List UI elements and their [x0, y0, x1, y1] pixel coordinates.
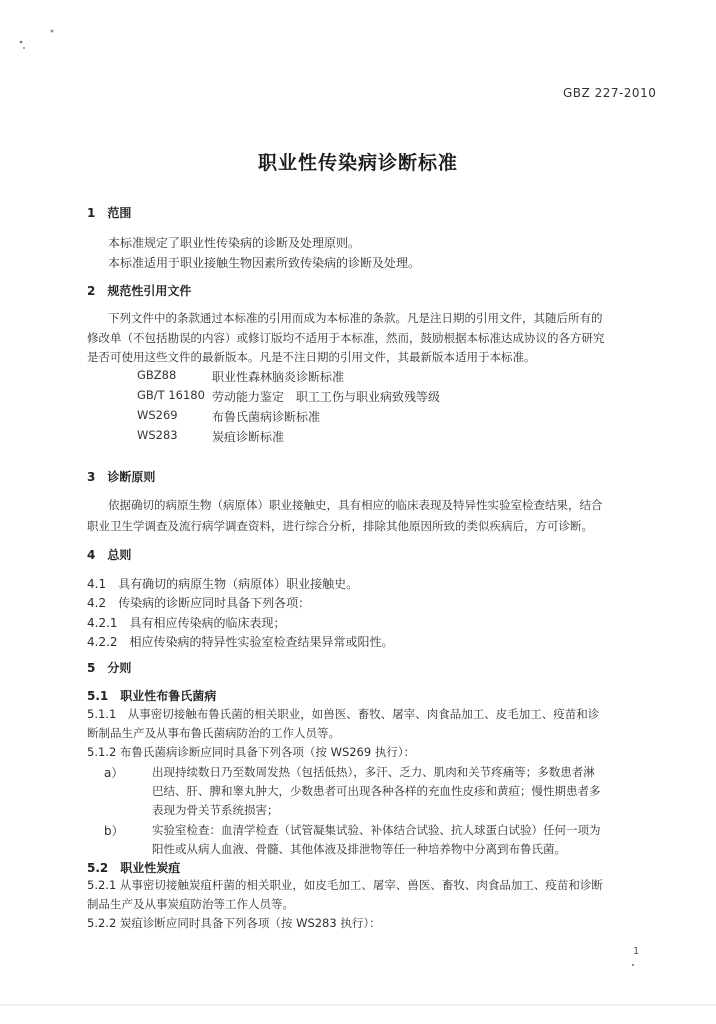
section-3-heading: 3 诊断原则 [87, 470, 156, 484]
s4-line-1: 4.1 具有确切的病原生物（病原体）职业接触史。 [87, 577, 359, 591]
ref-title: 劳动能力鉴定 职工工伤与职业病致残等级 [212, 390, 441, 404]
item-a-line-2: 巴结、肝、脾和睾丸肿大，少数患者可出现各种各样的充血性皮疹和黄疸；慢性期患者多 [152, 784, 601, 798]
s5-2-line-3: 5.2.2 炭疽诊断应同时具备下列各项（按 WS283 执行）： [87, 916, 381, 930]
ref-code: WS269 [137, 408, 178, 422]
section-4-heading: 4 总则 [87, 548, 132, 562]
item-b-label: b） [104, 824, 124, 838]
section-2-heading: 2 规范性引用文件 [87, 284, 192, 298]
item-a-label: a） [104, 766, 124, 780]
s3-line-2: 职业卫生学调查及流行病学调查资料，进行综合分析，排除其他原因所致的类似疾病后，方可诊断。 [87, 519, 593, 533]
s4-line-4: 4.2.2 相应传染病的特异性实验室检查结果异常或阳性。 [87, 635, 394, 649]
item-b-line-2: 阳性或从病人血液、骨髓、其他体液及排泄物等任一种培养物中分离到布鲁氏菌。 [152, 842, 566, 856]
s5-1-line-3: 5.1.2 布鲁氏菌病诊断应同时具备下列各项（按 WS269 执行）： [87, 745, 416, 759]
ref-title: 炭疽诊断标准 [212, 430, 285, 444]
s2-line-2: 修改单（不包括勘误的内容）或修订版均不适用于本标准，然而，鼓励根据本标准达成协议的各方研究 [87, 331, 605, 345]
s1-line-2: 本标准适用于职业接触生物因素所致传染病的诊断及处理。 [108, 256, 421, 270]
ref-code: WS283 [137, 428, 178, 442]
section-5-heading: 5 分则 [87, 661, 132, 675]
ref-title: 职业性森林脑炎诊断标准 [212, 370, 345, 384]
item-b-line-1: 实验室检查：血清学检查（试管凝集试验、补体结合试验、抗人球蛋白试验）任何一项为 [152, 823, 601, 837]
ref-title: 布鲁氏菌病诊断标准 [212, 410, 321, 424]
s2-line-1: 下列文件中的条款通过本标准的引用而成为本标准的条款。凡是注日期的引用文件，其随后所有的 [108, 311, 603, 325]
s4-line-3: 4.2.1 具有相应传染病的临床表现； [87, 616, 286, 630]
s5-2-line-1: 5.2.1 从事密切接触炭疽杆菌的相关职业，如皮毛加工、屠宰、兽医、畜牧、肉食品加工、疫苗和诊断 [87, 878, 603, 892]
s4-line-2: 4.2 传染病的诊断应同时具备下列各项： [87, 596, 311, 610]
s1-line-1: 本标准规定了职业性传染病的诊断及处理原则。 [108, 236, 361, 250]
s5-1-line-2: 断制品生产及从事布鲁氏菌病防治的工作人员等。 [87, 726, 340, 740]
document-title: 职业性传染病诊断标准 [257, 152, 458, 174]
section-5-2-heading: 5.2 职业性炭疽 [87, 861, 181, 875]
section-1-heading: 1 范围 [87, 206, 132, 220]
item-a-line-1: 出现持续数日乃至数周发热（包括低热），多汗、乏力、肌肉和关节疼痛等；多数患者淋 [152, 765, 595, 779]
section-5-1-heading: 5.1 职业性布鲁氏菌病 [87, 689, 217, 703]
ref-code: GBZ88 [137, 368, 177, 382]
s5-2-line-2: 制品生产及从事炭疽防治等工作人员等。 [87, 897, 294, 911]
ref-code: GB/T 16180 [137, 388, 205, 402]
s5-1-line-1: 5.1.1 从事密切接触布鲁氏菌的相关职业，如兽医、畜牧、屠宰、肉食品加工、皮毛加工、疫苗和诊 [87, 707, 600, 721]
page-number: 1 [633, 946, 640, 957]
standard-code: GBZ 227-2010 [563, 86, 657, 100]
item-a-line-3: 表现为骨关节系统损害； [152, 803, 279, 817]
s3-line-1: 依据确切的病原生物（病原体）职业接触史，具有相应的临床表现及特异性实验室检查结果，结合 [108, 498, 603, 512]
s2-line-3: 是否可使用这些文件的最新版本。凡是不注日期的引用文件，其最新版本适用于本标准。 [87, 350, 536, 364]
